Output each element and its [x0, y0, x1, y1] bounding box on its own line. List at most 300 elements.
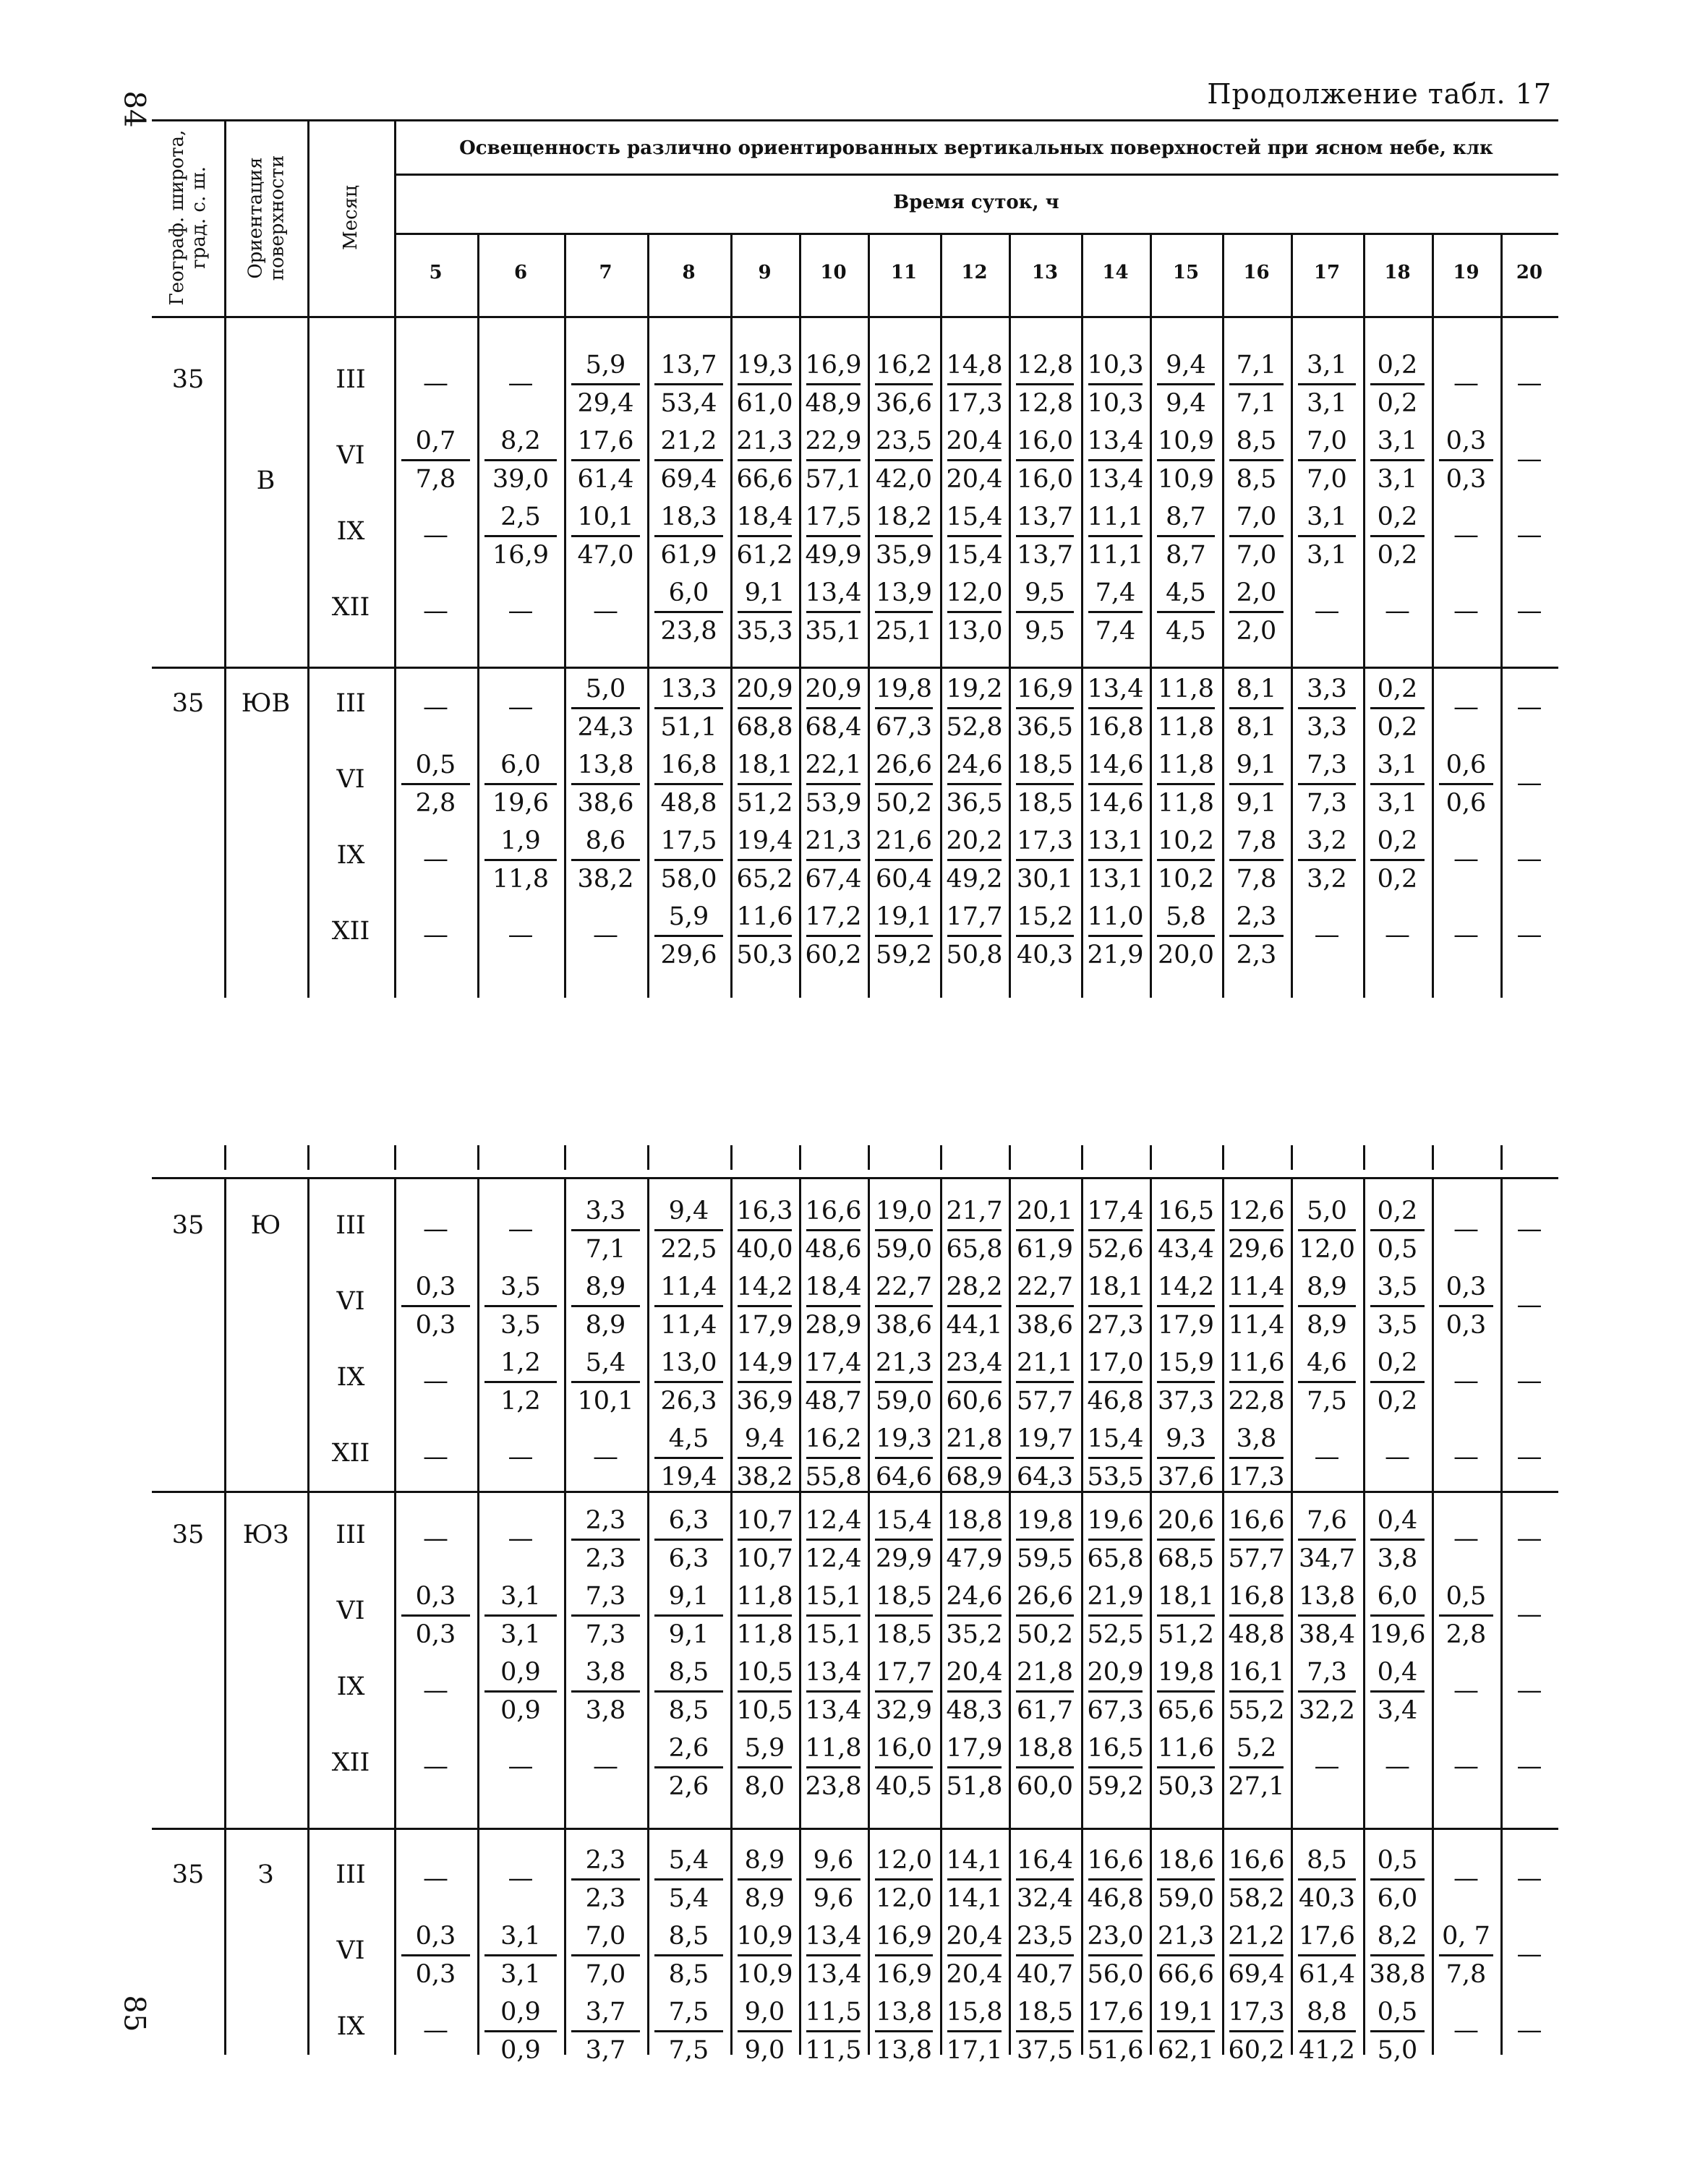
illuminance-total: 16,9	[492, 541, 549, 570]
illuminance-total: 9,0	[744, 2036, 785, 2065]
illuminance-direct: 19,1	[876, 902, 932, 931]
empty-value: —	[1453, 521, 1479, 549]
illuminance-direct: 18,5	[1017, 750, 1073, 779]
illuminance-total: 37,5	[1017, 2036, 1073, 2065]
illuminance-direct: 10,1	[577, 502, 634, 531]
illuminance-direct: 0,2	[1377, 351, 1418, 380]
empty-value: —	[423, 1442, 448, 1471]
illuminance-total: 57,1	[805, 465, 862, 494]
illuminance-total: 14,6	[1087, 789, 1144, 818]
illuminance-total: 67,3	[876, 713, 932, 742]
illuminance-direct: 23,5	[1017, 1922, 1073, 1951]
illuminance-direct: 15,2	[1017, 902, 1073, 931]
illuminance-fraction	[1222, 1842, 1291, 1917]
illuminance-fraction	[1363, 1269, 1432, 1343]
illuminance-total: 40,7	[1017, 1960, 1073, 1989]
illuminance-total: 65,2	[736, 865, 793, 894]
illuminance-direct: 20,9	[1087, 1658, 1144, 1687]
illuminance-direct: 13,3	[660, 675, 717, 703]
empty-value: —	[1516, 1215, 1542, 1244]
illuminance-direct: 0,2	[1377, 1348, 1418, 1377]
illuminance-direct: 18,6	[1158, 1846, 1214, 1875]
illuminance-total: 2,6	[668, 1772, 709, 1801]
latitude-value: 35	[171, 1520, 205, 1549]
illuminance-direct: 0,5	[415, 750, 456, 779]
illuminance-total: 50,3	[1158, 1772, 1214, 1801]
illuminance-fraction	[799, 423, 868, 497]
illuminance-fraction	[730, 1578, 799, 1653]
illuminance-fraction	[799, 575, 868, 649]
illuminance-total: 8,5	[668, 1696, 709, 1725]
illuminance-total: 34,7	[1299, 1544, 1355, 1573]
illuminance-direct: 0,7	[415, 427, 456, 455]
illuminance-direct: 19,0	[876, 1197, 932, 1225]
illuminance-fraction	[647, 1269, 730, 1343]
illuminance-fraction	[1081, 1994, 1150, 2069]
illuminance-fraction	[1150, 1918, 1222, 1993]
illuminance-fraction	[799, 1269, 868, 1343]
illuminance-total: 7,3	[1307, 789, 1347, 818]
illuminance-total: 53,9	[805, 789, 862, 818]
illuminance-total: 11,8	[736, 1620, 793, 1649]
illuminance-total: 3,8	[1377, 1544, 1418, 1573]
illuminance-total: 3,1	[500, 1960, 541, 1989]
empty-value: —	[1516, 1366, 1542, 1395]
illuminance-total: 68,4	[805, 713, 862, 742]
illuminance-fraction	[940, 1654, 1009, 1729]
illuminance-total: 59,0	[876, 1387, 932, 1416]
illuminance-direct: 20,4	[946, 1658, 1003, 1687]
illuminance-fraction	[1009, 1345, 1081, 1419]
illuminance-fraction	[564, 1502, 647, 1577]
illuminance-direct: 16,1	[1228, 1658, 1285, 1687]
illuminance-fraction	[647, 1730, 730, 1805]
illuminance-direct: 3,5	[500, 1272, 541, 1301]
empty-value: —	[1453, 369, 1479, 398]
illuminance-fraction	[940, 423, 1009, 497]
illuminance-direct: 17,6	[1087, 1998, 1144, 2027]
illuminance-fraction	[1009, 1730, 1081, 1805]
empty-value: —	[1516, 596, 1542, 625]
illuminance-total: 12,8	[1017, 389, 1073, 418]
illuminance-total: 0,2	[1377, 713, 1418, 742]
illuminance-direct: 3,1	[500, 1582, 541, 1611]
illuminance-direct: 16,6	[1228, 1506, 1285, 1535]
illuminance-fraction	[1009, 671, 1081, 745]
illuminance-direct: 2,6	[668, 1734, 709, 1763]
illuminance-direct: 11,4	[1228, 1272, 1285, 1301]
illuminance-fraction	[1363, 671, 1432, 745]
illuminance-fraction	[477, 1918, 564, 1993]
illuminance-direct: 18,1	[736, 750, 793, 779]
illuminance-total: 57,7	[1228, 1544, 1285, 1573]
continuation-tick	[730, 1145, 733, 1170]
month-label: XII	[331, 1439, 370, 1468]
illuminance-direct: 10,7	[736, 1506, 793, 1535]
continuation-tick	[307, 1145, 309, 1170]
illuminance-total: 0,3	[1446, 465, 1487, 494]
latitude-value: 35	[171, 689, 205, 718]
illuminance-direct: 7,0	[585, 1922, 626, 1951]
illuminance-direct: 16,9	[805, 351, 862, 380]
illuminance-total: 10,5	[736, 1696, 793, 1725]
illuminance-total: 9,1	[668, 1620, 709, 1649]
illuminance-direct: 0,3	[1446, 1272, 1487, 1301]
empty-value: —	[1516, 1676, 1542, 1705]
illuminance-direct: 11,4	[660, 1272, 717, 1301]
illuminance-total: 17,9	[736, 1311, 793, 1340]
illuminance-direct: 8,5	[1236, 427, 1277, 455]
empty-value: —	[1516, 1291, 1542, 1319]
illuminance-total: 47,9	[946, 1544, 1003, 1573]
illuminance-total: 52,6	[1087, 1235, 1144, 1264]
illuminance-total: 17,1	[946, 2036, 1003, 2065]
empty-value: —	[1314, 920, 1340, 949]
illuminance-fraction	[1363, 1994, 1432, 2069]
illuminance-fraction	[868, 899, 940, 973]
illuminance-total: 61,0	[736, 389, 793, 418]
empty-value: —	[508, 596, 534, 625]
illuminance-total: 8,7	[1166, 541, 1206, 570]
illuminance-fraction	[1432, 423, 1500, 497]
empty-value: —	[423, 1864, 448, 1893]
orientation-value: В	[256, 466, 276, 495]
illuminance-fraction	[868, 499, 940, 573]
illuminance-direct: 0,2	[1377, 1197, 1418, 1225]
illuminance-total: 32,2	[1299, 1696, 1355, 1725]
illuminance-fraction	[940, 747, 1009, 821]
illuminance-direct: 11,8	[1158, 675, 1214, 703]
illuminance-total: 38,2	[577, 865, 634, 894]
illuminance-direct: 21,3	[876, 1348, 932, 1377]
illuminance-fraction	[868, 1842, 940, 1917]
illuminance-direct: 16,5	[1158, 1197, 1214, 1225]
header-bottom-rule	[152, 316, 1558, 318]
illuminance-fraction	[799, 1994, 868, 2069]
illuminance-fraction	[1222, 575, 1291, 649]
empty-value: —	[423, 521, 448, 549]
illuminance-total: 40,5	[876, 1772, 932, 1801]
illuminance-direct: 15,4	[876, 1506, 932, 1535]
illuminance-direct: 5,9	[668, 902, 709, 931]
month-label: III	[336, 365, 366, 394]
illuminance-direct: 11,6	[736, 902, 793, 931]
empty-value: —	[423, 369, 448, 398]
illuminance-fraction	[1222, 1269, 1291, 1343]
illuminance-direct: 18,3	[660, 502, 717, 531]
illuminance-fraction	[799, 1421, 868, 1495]
illuminance-direct: 18,2	[876, 502, 932, 531]
illuminance-direct: 13,9	[876, 578, 932, 607]
illuminance-direct: 21,3	[805, 826, 862, 855]
illuminance-direct: 5,0	[585, 675, 626, 703]
illuminance-fraction	[799, 1918, 868, 1993]
illuminance-direct: 16,6	[1228, 1846, 1285, 1875]
illuminance-total: 17,3	[1228, 1463, 1285, 1492]
header-hour: 11	[890, 262, 918, 283]
illuminance-fraction	[1150, 423, 1222, 497]
illuminance-total: 58,2	[1228, 1884, 1285, 1913]
illuminance-direct: 12,6	[1228, 1197, 1285, 1225]
illuminance-total: 44,1	[946, 1311, 1003, 1340]
illuminance-direct: 21,9	[1087, 1582, 1144, 1611]
continuation-tick	[1432, 1145, 1434, 1170]
illuminance-direct: 0,5	[1377, 1998, 1418, 2027]
illuminance-direct: 8,2	[500, 427, 541, 455]
illuminance-total: 51,2	[736, 789, 793, 818]
illuminance-fraction	[1081, 1502, 1150, 1577]
illuminance-total: 41,2	[1299, 2036, 1355, 2065]
illuminance-fraction	[1150, 899, 1222, 973]
empty-value: —	[1516, 1752, 1542, 1781]
latitude-value: 35	[171, 365, 205, 394]
illuminance-total: 20,4	[946, 1960, 1003, 1989]
illuminance-fraction	[1009, 1502, 1081, 1577]
empty-value: —	[423, 596, 448, 625]
illuminance-direct: 0, 7	[1442, 1922, 1490, 1951]
header-month: Месяц	[340, 185, 362, 250]
illuminance-fraction	[1363, 1654, 1432, 1729]
illuminance-total: 55,2	[1228, 1696, 1285, 1725]
illuminance-direct: 0,9	[500, 1658, 541, 1687]
illuminance-total: 2,3	[1236, 941, 1277, 970]
empty-value: —	[1453, 693, 1479, 722]
illuminance-direct: 13,4	[1087, 675, 1144, 703]
illuminance-direct: 3,5	[1377, 1272, 1418, 1301]
illuminance-fraction	[940, 347, 1009, 422]
illuminance-direct: 14,1	[946, 1846, 1003, 1875]
illuminance-direct: 3,3	[1307, 675, 1347, 703]
illuminance-total: 0,3	[415, 1960, 456, 1989]
illuminance-fraction	[799, 1345, 868, 1419]
illuminance-total: 3,7	[585, 2036, 626, 2065]
illuminance-direct: 9,0	[744, 1998, 785, 2027]
illuminance-total: 61,4	[1299, 1960, 1355, 1989]
illuminance-total: 22,5	[660, 1235, 717, 1264]
illuminance-total: 48,8	[660, 789, 717, 818]
illuminance-fraction	[564, 1345, 647, 1419]
illuminance-direct: 22,1	[805, 750, 862, 779]
illuminance-direct: 21,6	[876, 826, 932, 855]
illuminance-fraction	[477, 1578, 564, 1653]
header-hour: 20	[1516, 262, 1543, 283]
illuminance-direct: 8,5	[1307, 1846, 1347, 1875]
illuminance-total: 11,8	[1158, 713, 1214, 742]
illuminance-fraction	[799, 671, 868, 745]
empty-value: —	[1453, 1215, 1479, 1244]
illuminance-direct: 21,2	[660, 427, 717, 455]
header-hour: 13	[1031, 262, 1059, 283]
illuminance-fraction	[1363, 1345, 1432, 1419]
illuminance-total: 65,8	[946, 1235, 1003, 1264]
illuminance-fraction	[1081, 1654, 1150, 1729]
illuminance-total: 35,3	[736, 617, 793, 646]
illuminance-direct: 4,5	[668, 1424, 709, 1453]
illuminance-direct: 10,9	[1158, 427, 1214, 455]
illuminance-total: 13,4	[805, 1696, 862, 1725]
illuminance-direct: 14,2	[1158, 1272, 1214, 1301]
illuminance-total: 17,3	[946, 389, 1003, 418]
illuminance-direct: 16,4	[1017, 1846, 1073, 1875]
illuminance-total: 10,1	[577, 1387, 634, 1416]
illuminance-total: 61,2	[736, 541, 793, 570]
illuminance-direct: 22,7	[1017, 1272, 1073, 1301]
illuminance-total: 0,3	[415, 1620, 456, 1649]
illuminance-total: 27,1	[1228, 1772, 1285, 1801]
table-caption: Продолжение табл. 17	[1207, 78, 1552, 110]
illuminance-fraction	[1222, 499, 1291, 573]
illuminance-total: 38,8	[1369, 1960, 1426, 1989]
illuminance-direct: 20,1	[1017, 1197, 1073, 1225]
illuminance-total: 61,9	[660, 541, 717, 570]
illuminance-total: 46,8	[1087, 1884, 1144, 1913]
illuminance-direct: 9,4	[1166, 351, 1206, 380]
illuminance-direct: 2,5	[500, 502, 541, 531]
empty-value: —	[593, 596, 618, 625]
illuminance-fraction	[1291, 1269, 1363, 1343]
illuminance-fraction	[1291, 1578, 1363, 1653]
illuminance-direct: 5,4	[668, 1846, 709, 1875]
illuminance-direct: 0,3	[415, 1272, 456, 1301]
illuminance-direct: 11,6	[1158, 1734, 1214, 1763]
illuminance-direct: 9,1	[668, 1582, 709, 1611]
illuminance-total: 15,1	[805, 1620, 862, 1649]
illuminance-fraction	[940, 1269, 1009, 1343]
month-label: VI	[336, 1596, 365, 1625]
illuminance-direct: 18,8	[1017, 1734, 1073, 1763]
empty-value: —	[1453, 1524, 1479, 1553]
illuminance-direct: 13,4	[805, 578, 862, 607]
illuminance-total: 10,9	[1158, 465, 1214, 494]
illuminance-fraction	[1009, 499, 1081, 573]
illuminance-total: 50,8	[946, 941, 1003, 970]
illuminance-fraction	[647, 347, 730, 422]
illuminance-total: 37,3	[1158, 1387, 1214, 1416]
illuminance-total: 48,9	[805, 389, 862, 418]
illuminance-fraction	[940, 1345, 1009, 1419]
illuminance-direct: 8,6	[585, 826, 626, 855]
illuminance-fraction	[564, 747, 647, 821]
illuminance-total: 38,4	[1299, 1620, 1355, 1649]
illuminance-direct: 12,8	[1017, 351, 1073, 380]
illuminance-fraction	[730, 575, 799, 649]
illuminance-total: 14,1	[946, 1884, 1003, 1913]
illuminance-fraction	[1222, 1730, 1291, 1805]
illuminance-direct: 3,8	[585, 1658, 626, 1687]
header-latitude: Географ. широта, град. с. ш.	[166, 129, 210, 306]
month-label: IX	[336, 1672, 365, 1701]
illuminance-direct: 13,4	[805, 1922, 862, 1951]
illuminance-fraction	[1291, 1918, 1363, 1993]
illuminance-direct: 9,4	[668, 1197, 709, 1225]
illuminance-total: 9,5	[1025, 617, 1065, 646]
illuminance-fraction	[1081, 575, 1150, 649]
illuminance-direct: 19,3	[736, 351, 793, 380]
header-hour: 14	[1102, 262, 1129, 283]
illuminance-direct: 20,2	[946, 826, 1003, 855]
illuminance-direct: 13,4	[1087, 427, 1144, 455]
illuminance-direct: 12,0	[876, 1846, 932, 1875]
illuminance-total: 60,2	[1228, 2036, 1285, 2065]
illuminance-fraction	[1081, 1842, 1150, 1917]
illuminance-total: 13,4	[1087, 465, 1144, 494]
illuminance-direct: 13,7	[1017, 502, 1073, 531]
illuminance-fraction	[1363, 1578, 1432, 1653]
illuminance-direct: 7,0	[1236, 502, 1277, 531]
illuminance-direct: 18,4	[805, 1272, 862, 1301]
illuminance-direct: 19,6	[1087, 1506, 1144, 1535]
illuminance-direct: 0,2	[1377, 502, 1418, 531]
illuminance-direct: 6,0	[1377, 1582, 1418, 1611]
illuminance-total: 18,5	[876, 1620, 932, 1649]
empty-value: —	[1385, 1752, 1410, 1781]
illuminance-direct: 21,3	[1158, 1922, 1214, 1951]
illuminance-direct: 13,7	[660, 351, 717, 380]
illuminance-direct: 21,7	[946, 1197, 1003, 1225]
illuminance-total: 52,5	[1087, 1620, 1144, 1649]
illuminance-total: 3,1	[1377, 465, 1418, 494]
illuminance-fraction	[1363, 823, 1432, 897]
block-bottom-rule	[152, 1828, 1558, 1830]
continuation-tick	[799, 1145, 801, 1170]
illuminance-direct: 21,8	[1017, 1658, 1073, 1687]
orientation-value: ЮЗ	[242, 1520, 289, 1549]
illuminance-direct: 9,6	[813, 1846, 854, 1875]
illuminance-direct: 1,2	[500, 1348, 541, 1377]
illuminance-total: 64,3	[1017, 1463, 1073, 1492]
illuminance-total: 40,0	[736, 1235, 793, 1264]
illuminance-total: 62,1	[1158, 2036, 1214, 2065]
illuminance-direct: 23,4	[946, 1348, 1003, 1377]
illuminance-fraction	[940, 823, 1009, 897]
illuminance-direct: 17,9	[946, 1734, 1003, 1763]
empty-value: —	[423, 1366, 448, 1395]
illuminance-fraction	[394, 1578, 477, 1653]
illuminance-direct: 19,4	[736, 826, 793, 855]
illuminance-direct: 15,8	[946, 1998, 1003, 2027]
illuminance-direct: 17,6	[577, 427, 634, 455]
month-label: XII	[331, 1748, 370, 1777]
illuminance-total: 38,6	[1017, 1311, 1073, 1340]
illuminance-total: 47,0	[577, 541, 634, 570]
empty-value: —	[1516, 693, 1542, 722]
illuminance-total: 0,2	[1377, 865, 1418, 894]
illuminance-total: 29,4	[577, 389, 634, 418]
empty-value: —	[423, 1215, 448, 1244]
illuminance-total: 30,1	[1017, 865, 1073, 894]
illuminance-fraction	[1009, 823, 1081, 897]
illuminance-total: 9,6	[813, 1884, 854, 1913]
illuminance-direct: 3,1	[500, 1922, 541, 1951]
illuminance-direct: 0,2	[1377, 675, 1418, 703]
header-hour: 7	[599, 262, 612, 283]
continuation-tick	[940, 1145, 942, 1170]
illuminance-fraction	[1222, 1654, 1291, 1729]
illuminance-total: 23,8	[805, 1772, 862, 1801]
illuminance-fraction	[1009, 1421, 1081, 1495]
header-title-rule	[394, 174, 1558, 176]
illuminance-fraction	[799, 1502, 868, 1577]
illuminance-direct: 28,2	[946, 1272, 1003, 1301]
illuminance-direct: 19,8	[876, 675, 932, 703]
illuminance-direct: 7,0	[1307, 427, 1347, 455]
month-label: VI	[336, 1287, 365, 1316]
illuminance-direct: 26,6	[1017, 1582, 1073, 1611]
illuminance-direct: 6,3	[668, 1506, 709, 1535]
illuminance-direct: 18,5	[1017, 1998, 1073, 2027]
continuation-tick	[1009, 1145, 1011, 1170]
illuminance-total: 59,0	[876, 1235, 932, 1264]
